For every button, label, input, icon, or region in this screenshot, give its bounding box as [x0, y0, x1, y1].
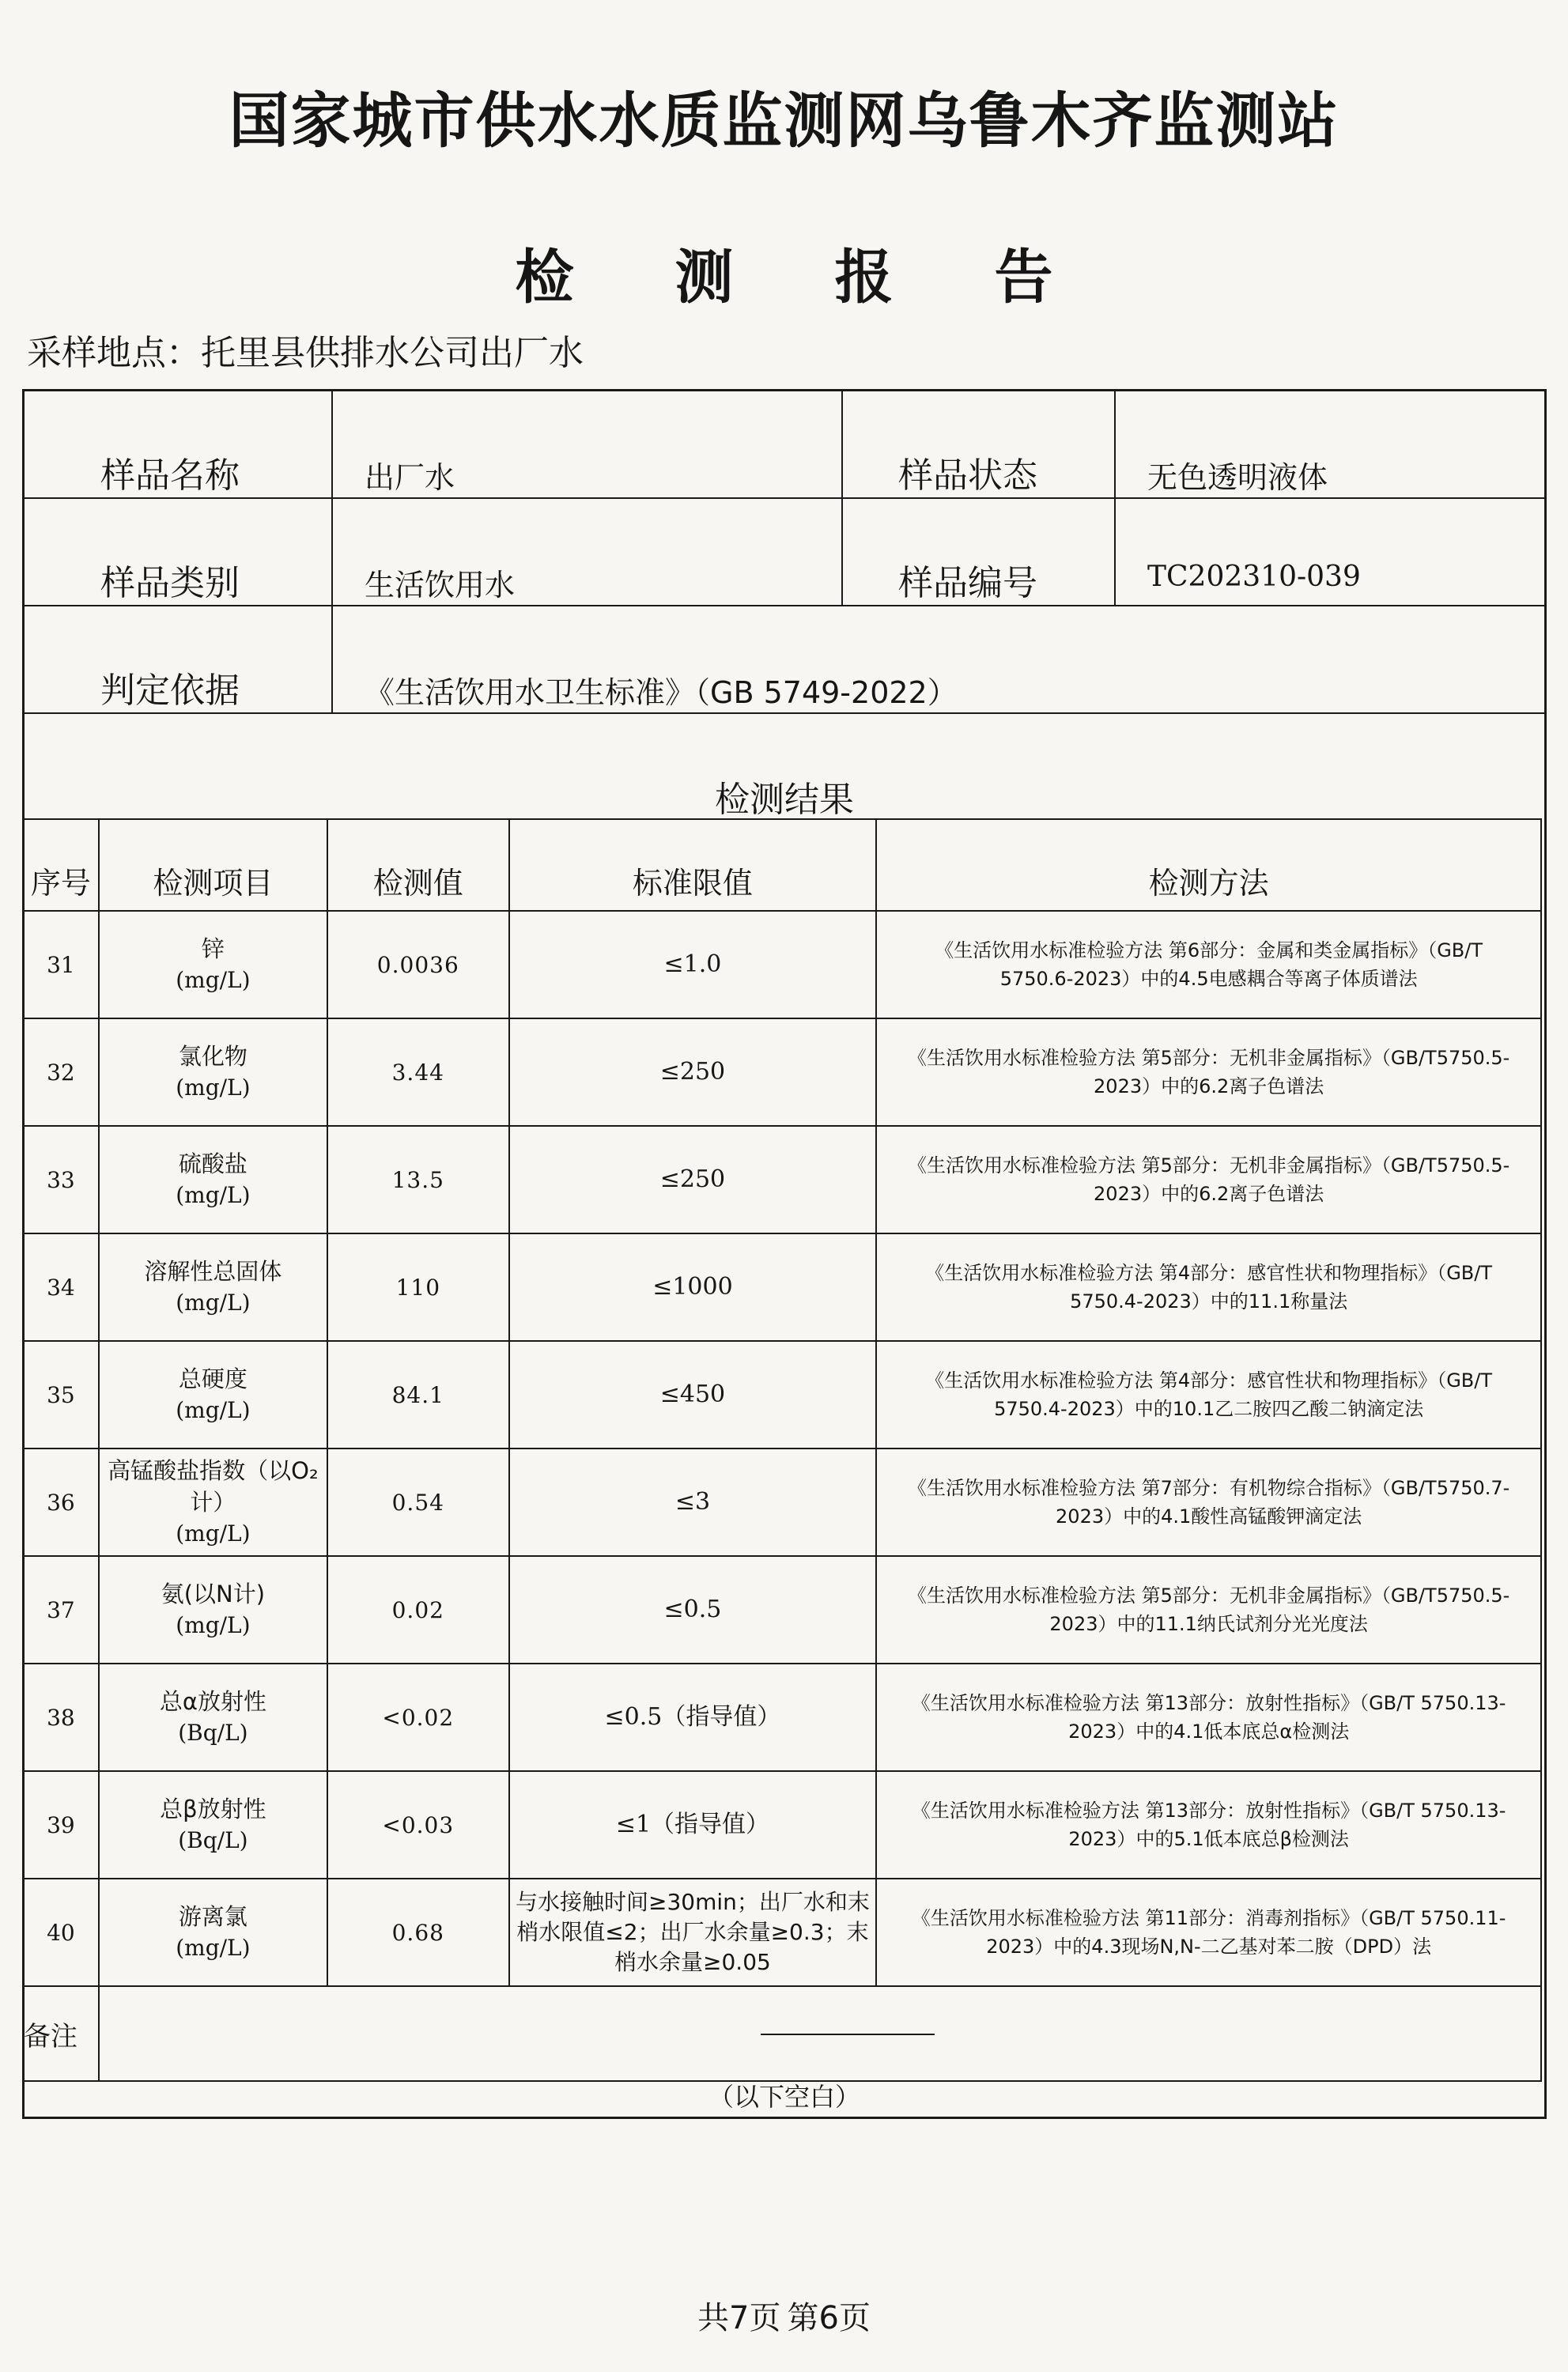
test-item-unit: (mg/L): [176, 1075, 251, 1101]
test-item-unit: (Bq/L): [178, 1720, 248, 1746]
test-item-unit: (mg/L): [176, 1397, 251, 1423]
table-row: [23, 1664, 1541, 1771]
test-item-name: 总β放射性: [160, 1796, 266, 1822]
test-value: 0.68: [327, 1879, 509, 1986]
organization-title: 国家城市供水水质监测网乌鲁木齐监测站: [229, 85, 1339, 156]
test-item-unit: (Bq/L): [178, 1827, 248, 1853]
table-row: [23, 1126, 1541, 1233]
row-number: 40: [23, 1879, 99, 1986]
test-item-name: 游离氯: [178, 1903, 247, 1930]
sampling-location: [27, 324, 584, 375]
report-title-char: 告: [994, 244, 1053, 312]
test-item: [99, 911, 327, 1018]
report-title-char: 报: [834, 244, 894, 312]
standard-limit: ≤0.5（指导值）: [509, 1664, 877, 1771]
test-method: 《生活饮用水标准检验方法 第7部分：有机物综合指标》（GB/T5750.7-2023）中的4.1酸性高锰酸钾滴定法: [876, 1449, 1541, 1556]
remark-dash: [761, 2034, 935, 2035]
test-method: 《生活饮用水标准检验方法 第4部分：感官性状和物理指标》（GB/T 5750.4-2023）中的10.1乙二胺四乙酸二钠滴定法: [876, 1341, 1541, 1449]
test-item: [99, 1233, 327, 1341]
test-value: 84.1: [327, 1341, 509, 1449]
table-row: [23, 1879, 1541, 1986]
report-form: [22, 389, 1547, 2119]
test-item: [99, 1664, 327, 1771]
test-item: [99, 1341, 327, 1449]
sample-state-label: 样品状态: [843, 391, 1116, 497]
test-value: 0.0036: [327, 911, 509, 1018]
standard-limit: ≤250: [509, 1018, 877, 1126]
table-row: [23, 1556, 1541, 1664]
sample-name-label: 样品名称: [25, 391, 333, 497]
standard-limit: ≤0.5: [509, 1556, 877, 1664]
test-item-name: 氯化物: [178, 1043, 247, 1070]
test-item-name: 总α放射性: [159, 1688, 266, 1715]
sample-number-value: TC202310-039: [1147, 561, 1361, 593]
info-row-category: [25, 499, 1544, 606]
table-row: [23, 911, 1541, 1018]
row-number: 33: [23, 1126, 99, 1233]
test-item: [99, 1126, 327, 1233]
test-value: 0.02: [327, 1556, 509, 1664]
info-row-name: [25, 391, 1544, 499]
table-row: [23, 1771, 1541, 1879]
test-value: <0.03: [327, 1771, 509, 1879]
test-item: [99, 1018, 327, 1126]
standard-limit: ≤450: [509, 1341, 877, 1449]
results-header-row: [23, 819, 1541, 911]
sample-number-label: 样品编号: [843, 499, 1116, 605]
remark-content: [99, 1986, 1541, 2081]
test-value: <0.02: [327, 1664, 509, 1771]
standard-limit: ≤1000: [509, 1233, 877, 1341]
report-title-char: 测: [674, 244, 734, 312]
sampling-location-label: 采样地点：: [27, 333, 201, 373]
test-method: 《生活饮用水标准检验方法 第13部分：放射性指标》（GB/T 5750.13-2023）中的4.1低本底总α检测法: [876, 1664, 1541, 1771]
standard-limit: ≤3: [509, 1449, 877, 1556]
table-row: [23, 1449, 1541, 1556]
standard-limit: ≤1（指导值）: [509, 1771, 877, 1879]
table-row: [23, 1018, 1541, 1126]
total-pages: 共7页: [697, 2300, 781, 2336]
row-number: 37: [23, 1556, 99, 1664]
blank-below-note: （以下空白）: [708, 2082, 860, 2112]
column-header: 检测方法: [876, 819, 1541, 911]
test-method: 《生活饮用水标准检验方法 第11部分：消毒剂指标》（GB/T 5750.11-2023）中的4.3现场N,N-二乙基对苯二胺（DPD）法: [876, 1879, 1541, 1986]
sample-state-value: 无色透明液体: [1147, 460, 1328, 495]
test-item: [99, 1879, 327, 1986]
sampling-location-value: 托里县供排水公司出厂水: [201, 333, 584, 373]
standard-limit: ≤250: [509, 1126, 877, 1233]
info-row-basis: [25, 606, 1544, 714]
column-header: 检测值: [327, 819, 509, 911]
row-number: 38: [23, 1664, 99, 1771]
results-heading: 检测结果: [715, 780, 854, 820]
test-method: 《生活饮用水标准检验方法 第4部分：感官性状和物理指标》（GB/T 5750.4-2023）中的11.1称量法: [876, 1233, 1541, 1341]
test-method: 《生活饮用水标准检验方法 第5部分：无机非金属指标》（GB/T5750.5-2023）中的6.2离子色谱法: [876, 1018, 1541, 1126]
test-item-unit: (mg/L): [176, 1612, 251, 1638]
test-method: 《生活饮用水标准检验方法 第13部分：放射性指标》（GB/T 5750.13-2023）中的5.1低本底总β检测法: [876, 1771, 1541, 1879]
remark-label: 备注: [23, 1986, 99, 2081]
test-item-name: 锌: [201, 935, 225, 962]
row-number: 31: [23, 911, 99, 1018]
report-title-char: 检: [515, 244, 574, 312]
column-header: 序号: [23, 819, 99, 911]
table-row: [23, 1341, 1541, 1449]
test-value: 110: [327, 1233, 509, 1341]
test-item-name: 氨(以N计): [161, 1581, 266, 1607]
test-method: 《生活饮用水标准检验方法 第5部分：无机非金属指标》（GB/T5750.5-2023）中的11.1纳氏试剂分光光度法: [876, 1556, 1541, 1664]
remark-row: [23, 1986, 1541, 2081]
column-header: 标准限值: [509, 819, 877, 911]
test-item: [99, 1556, 327, 1664]
test-value: 3.44: [327, 1018, 509, 1126]
row-number: 34: [23, 1233, 99, 1341]
row-number: 39: [23, 1771, 99, 1879]
test-item-name: 硫酸盐: [178, 1150, 247, 1177]
test-item-unit: (mg/L): [176, 1290, 251, 1316]
report-title: [0, 231, 1568, 315]
test-item-name: 总硬度: [178, 1365, 247, 1392]
standard-limit: 与水接触时间≥30min；出厂水和末梢水限值≤2；出厂水余量≥0.3；末梢水余量≥0.05: [509, 1879, 877, 1986]
table-row: [23, 1233, 1541, 1341]
row-number: 32: [23, 1018, 99, 1126]
current-page: 第6页: [787, 2300, 871, 2336]
row-number: 35: [23, 1341, 99, 1449]
column-header: 检测项目: [99, 819, 327, 911]
results-table: [22, 818, 1542, 2082]
test-method: 《生活饮用水标准检验方法 第6部分：金属和类金属指标》（GB/T 5750.6-2023）中的4.5电感耦合等离子体质谱法: [876, 911, 1541, 1018]
test-item-name: 溶解性总固体: [144, 1258, 282, 1285]
test-item-name: 高锰酸盐指数（以O₂计）: [108, 1457, 319, 1516]
test-value: 0.54: [327, 1449, 509, 1556]
test-method: 《生活饮用水标准检验方法 第5部分：无机非金属指标》（GB/T5750.5-2023）中的6.2离子色谱法: [876, 1126, 1541, 1233]
standard-limit: ≤1.0: [509, 911, 877, 1018]
test-item-unit: (mg/L): [176, 1520, 251, 1547]
test-value: 13.5: [327, 1126, 509, 1233]
test-item: [99, 1449, 327, 1556]
test-item-unit: (mg/L): [176, 1182, 251, 1208]
basis-value: 《生活饮用水卫生标准》（GB 5749-2022）: [365, 675, 958, 710]
row-number: 36: [23, 1449, 99, 1556]
test-item: [99, 1771, 327, 1879]
basis-label: 判定依据: [25, 606, 333, 712]
sample-category-value: 生活饮用水: [333, 499, 843, 605]
sample-category-label: 样品类别: [25, 499, 333, 605]
test-item-unit: (mg/L): [176, 1935, 251, 1961]
sample-name-value: 出厂水: [333, 391, 843, 497]
page-footer: [0, 2293, 1568, 2338]
test-item-unit: (mg/L): [176, 967, 251, 993]
